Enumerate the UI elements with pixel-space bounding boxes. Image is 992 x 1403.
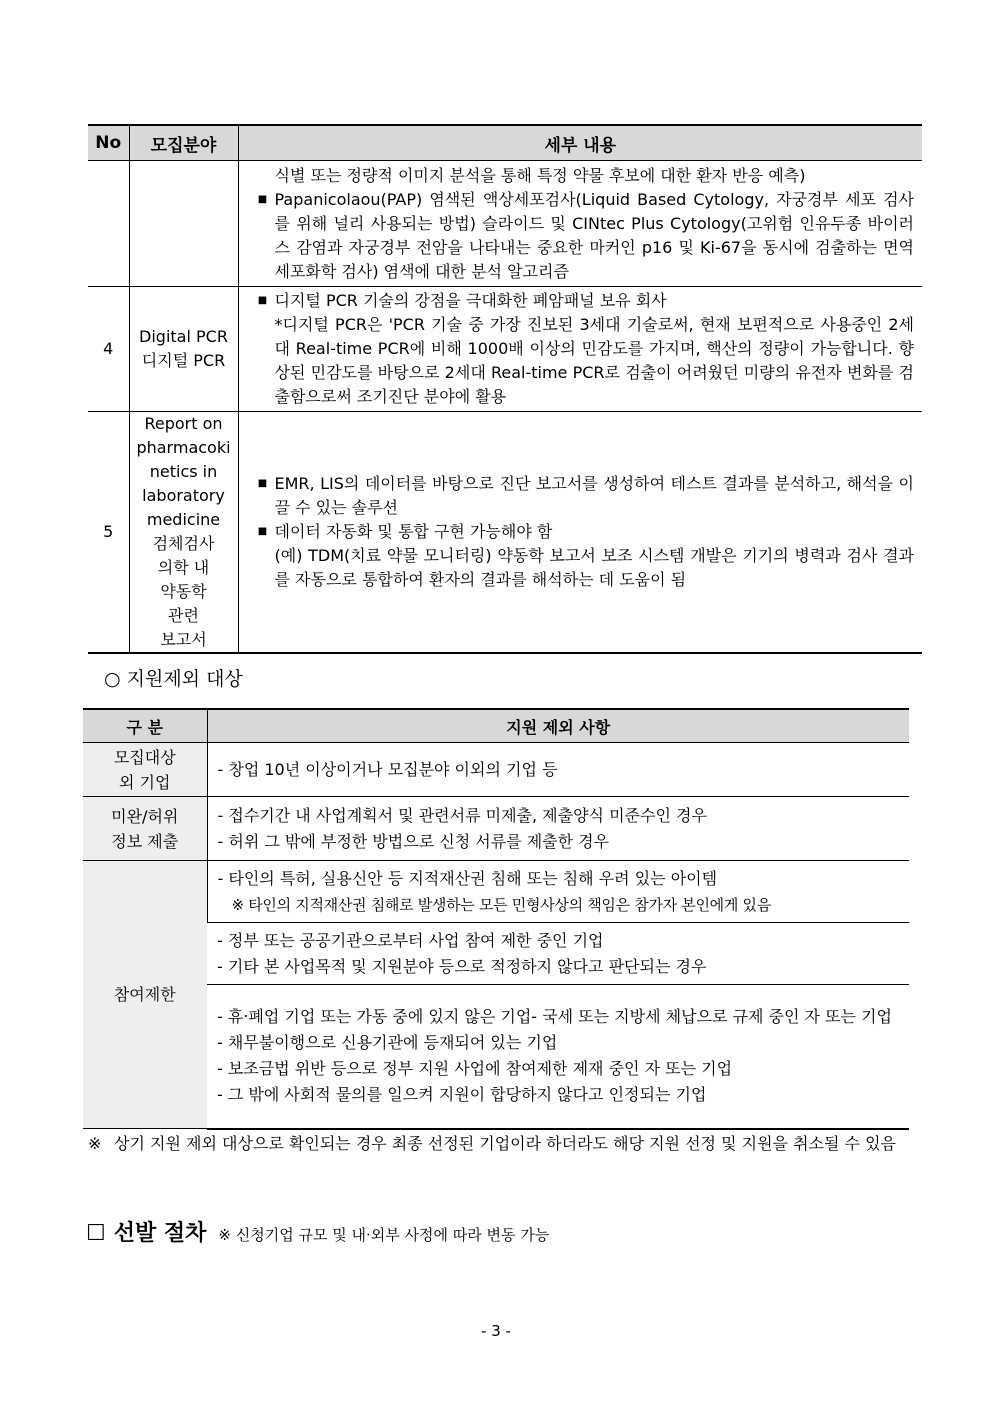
- page-number: - 3 -: [481, 1322, 511, 1340]
- note-mark: ※: [88, 1134, 102, 1153]
- row-content: - 창업 10년 이상이거나 모집분야 이외의 기업 등: [207, 743, 909, 797]
- row-detail: [238, 287, 922, 412]
- row-content: - 휴‧폐업 기업 또는 가동 중에 있지 않은 기업- 국세 또는 지방세 체납으로 규제 중인 자 또는 기업 - 채무불이행으로 신용기관에 등재되어 있는 기업 - 보조금법 위반 등으로 정부 지원 사업에 참여제한 제재 중인 자 또는 기업 - 그 밖에 사회적 물의를 일으켜 지원이 합당하지 않다고 인정되는 기업: [207, 985, 909, 1129]
- bullet-icon: ■: [257, 193, 268, 205]
- heading-note: ※ 신청기업 규모 및 내·외부 사정에 따라 변동 가능: [218, 1226, 550, 1244]
- table-row: [83, 861, 909, 923]
- checkbox-square-icon: ☐: [86, 1221, 106, 1246]
- row-no: 4: [88, 287, 129, 412]
- detail-note: *디지털 PCR은 'PCR 기술 중 가장 진보된 3세대 기술로써, 현재 보편적으로 사용중인 2세대 Real-time PCR에 비해 1000배 이상의 민감도를 가지며, 핵산의 정량이 가능합니다. 향상된 민감도를 바탕으로 2세대 Real-time PCR로 검출이 어려웠던 미량의 유전자 변화를 검출함으로써 조기진단 분야에 활용: [274, 315, 914, 406]
- detail-line: 식별 또는 정량적 이미지 분석을 통해 특정 약물 후보에 대한 환자 반응 예측): [274, 165, 806, 185]
- bullet-icon: ■: [257, 526, 268, 537]
- row-field: [129, 161, 238, 287]
- detail-example: (예) TDM(치료 약물 모니터링) 약동학 보고서 보조 시스템 개발은 기기의 병력과 검사 결과를 자동으로 통합하여 환자의 결과를 해석하는 데 도움이 됨: [274, 546, 914, 589]
- bullet-item: ■ Papanicolaou(PAP) 염색된 액상세포검사(Liquid Based Cytology, 자궁경부 세포 검사를 위해 널리 사용되는 방법) 슬라이드 및 CINtec Plus Cytology(고위험 인유두종 바이러스 감염과 자궁경부 전암을 나타내는 중요한 마커인 p16 및 Ki-67을 동시에 검출하는 면역세포화학 검사) 염색에 대한 분석 알고리즘: [251, 188, 915, 284]
- selection-heading: [86, 1216, 549, 1247]
- row-label: 미완/허위 정보 제출: [83, 797, 207, 861]
- table-row: [83, 985, 909, 1129]
- table-row: [88, 287, 922, 412]
- row-content: - 정부 또는 공공기관으로부터 사업 참여 제한 중인 기업 - 기타 본 사업목적 및 지원분야 등으로 적정하지 않다고 판단되는 경우: [207, 923, 909, 985]
- exclusion-note: ※ 상기 지원 제외 대상으로 확인되는 경우 최종 선정된 기업이라 하더라도 해당 지원 선정 및 지원을 취소될 수 있음: [88, 1130, 908, 1158]
- bullet-item: ■ 디지털 PCR 기술의 강점을 극대화한 폐암패널 보유 회사: [251, 289, 915, 313]
- row-detail: [238, 161, 922, 287]
- exclusion-table: [83, 708, 909, 1130]
- row-field: Digital PCR 디지털 PCR: [129, 287, 238, 412]
- bullet-icon: ■: [257, 295, 268, 306]
- header-category: 구 분: [83, 709, 207, 743]
- header-exclusion: 지원 제외 사항: [207, 709, 909, 743]
- row-label: 참여제한: [83, 861, 207, 1129]
- table-row: [83, 923, 909, 985]
- bullet-icon: ■: [257, 478, 268, 489]
- row-no: 5: [88, 412, 129, 654]
- section-title: ○ 지원제외 대상: [104, 668, 243, 690]
- header-field: 모집분야: [129, 125, 238, 161]
- heading-title: 선발 절차: [113, 1221, 207, 1246]
- bullet-item: ■ 데이터 자동화 및 통합 구현 가능해야 함: [251, 520, 915, 544]
- table-row: [83, 797, 909, 861]
- row-content: - 접수기간 내 사업계획서 및 관련서류 미제출, 제출양식 미준수인 경우 - 허위 그 밖에 부정한 방법으로 신청 서류를 제출한 경우: [207, 797, 909, 861]
- recruitment-field-table: [88, 124, 922, 654]
- table-row: [88, 161, 922, 287]
- table-row: [88, 412, 922, 654]
- row-detail: [238, 412, 922, 654]
- table-row: [83, 743, 909, 797]
- row-no: [88, 161, 129, 287]
- row-field: Report on pharmacoki netics in laboratory medicine 검체검사 의학 내 약동학 관련 보고서: [129, 412, 238, 654]
- header-no: No: [88, 125, 129, 161]
- bullet-item: ■ EMR, LIS의 데이터를 바탕으로 진단 보고서를 생성하여 테스트 결과를 분석하고, 해석을 이끌 수 있는 솔루션: [251, 472, 915, 520]
- header-detail: 세부 내용: [238, 125, 922, 161]
- row-label: 모집대상 외 기업: [83, 743, 207, 797]
- row-content: - 타인의 특허, 실용신안 등 지적재산권 침해 또는 침해 우려 있는 아이템 ※ 타인의 지적재산권 침해로 발생하는 모든 민형사상의 책임은 참가자 본인에게 있음: [207, 861, 909, 923]
